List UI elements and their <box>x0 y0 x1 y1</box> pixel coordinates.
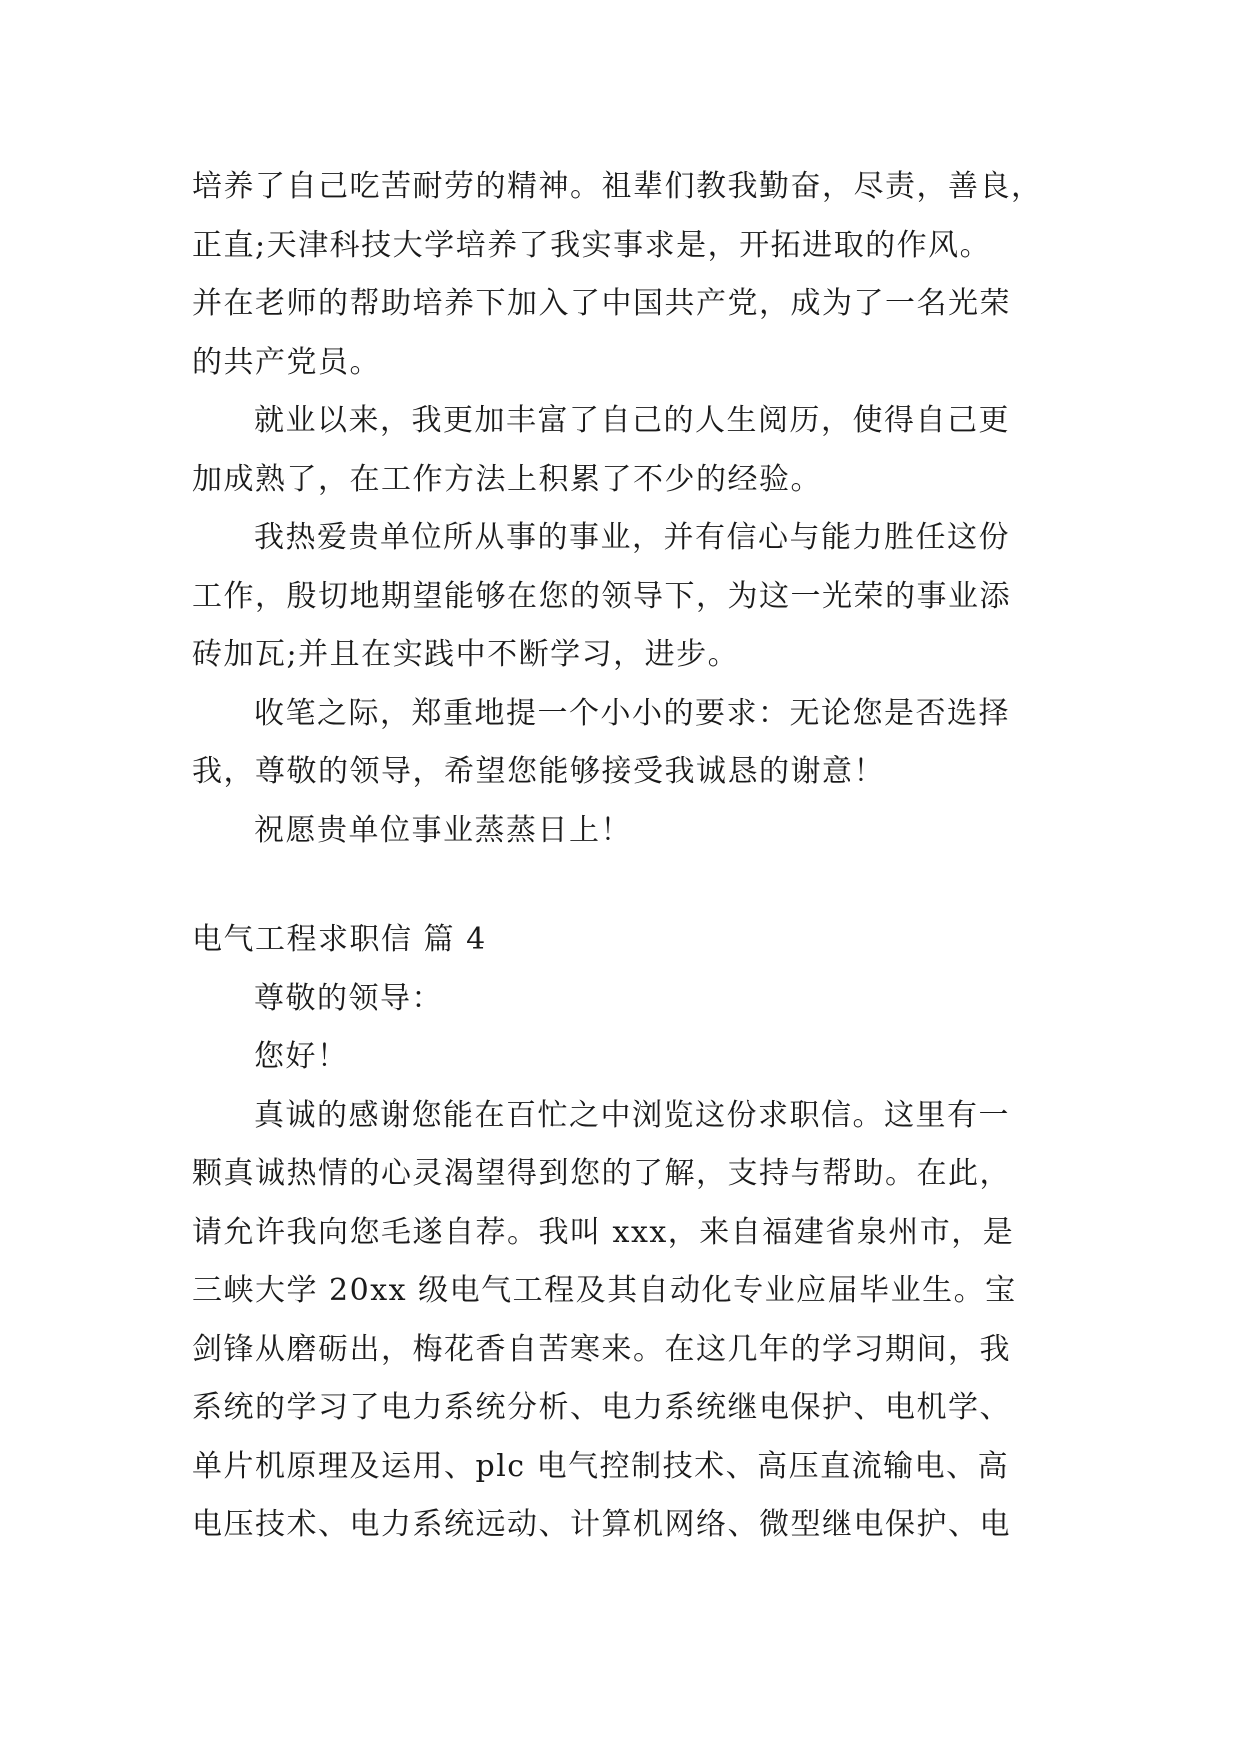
text-line: 请允许我向您毛遂自荐。我叫 xxx，来自福建省泉州市，是 <box>192 1214 1015 1250</box>
text-line: 收笔之际，郑重地提一个小小的要求：无论您是否选择 <box>254 695 1010 731</box>
paragraph-upbringing <box>192 158 1062 392</box>
text-line: 并在老师的帮助培养下加入了中国共产党，成为了一名光荣 <box>192 286 1011 321</box>
salutation: 尊敬的领导： <box>254 980 443 1016</box>
greeting: 您好！ <box>254 1039 349 1074</box>
text-line: 正直;天津科技大学培养了我实事求是，开拓进取的作风。 <box>192 227 992 263</box>
paragraph-passion <box>192 509 1062 685</box>
text-line: 祝愿贵单位事业蒸蒸日上！ <box>254 812 632 848</box>
paragraph-introduction <box>192 1087 1062 1555</box>
text-line: 剑锋从磨砺出，梅花香自苦寒来。在这几年的学习期间，我 <box>192 1331 1011 1367</box>
letter-section-4 <box>192 911 1062 1555</box>
text-line: 加成熟了，在工作方法上积累了不少的经验。 <box>192 461 822 497</box>
paragraph-employment <box>192 392 1062 509</box>
paragraph-closing-request <box>192 685 1062 802</box>
text-line: 工作，殷切地期望能够在您的领导下，为这一光荣的事业添 <box>192 578 1011 614</box>
previous-letter-ending <box>192 158 1062 860</box>
text-line: 的共产党员。 <box>192 344 381 380</box>
text-line: 电压技术、电力系统远动、计算机网络、微型继电保护、电 <box>192 1507 1011 1542</box>
text-line: 颗真诚热情的心灵渴望得到您的了解，支持与帮助。在此， <box>192 1156 1011 1191</box>
text-line: 砖加瓦;并且在实践中不断学习，进步。 <box>192 637 740 672</box>
section-heading: 电气工程求职信 篇 4 <box>192 922 487 957</box>
text-line: 我热爱贵单位所从事的事业，并有信心与能力胜任这份 <box>254 520 1010 555</box>
text-line: 系统的学习了电力系统分析、电力系统继电保护、电机学、 <box>192 1390 1011 1425</box>
text-line: 我，尊敬的领导，希望您能够接受我诚恳的谢意！ <box>192 754 885 789</box>
text-line: 三峡大学 20xx 级电气工程及其自动化专业应届毕业生。宝 <box>192 1273 1017 1308</box>
text-line: 单片机原理及运用、plc 电气控制技术、高压直流输电、高 <box>192 1448 1010 1484</box>
text-line: 培养了自己吃苦耐劳的精神。祖辈们教我勤奋，尽责，善良， <box>192 169 1043 204</box>
text-line: 就业以来，我更加丰富了自己的人生阅历，使得自己更 <box>254 403 1010 438</box>
text-line: 真诚的感谢您能在百忙之中浏览这份求职信。这里有一 <box>254 1097 1010 1133</box>
paragraph-wishes <box>192 802 1062 861</box>
